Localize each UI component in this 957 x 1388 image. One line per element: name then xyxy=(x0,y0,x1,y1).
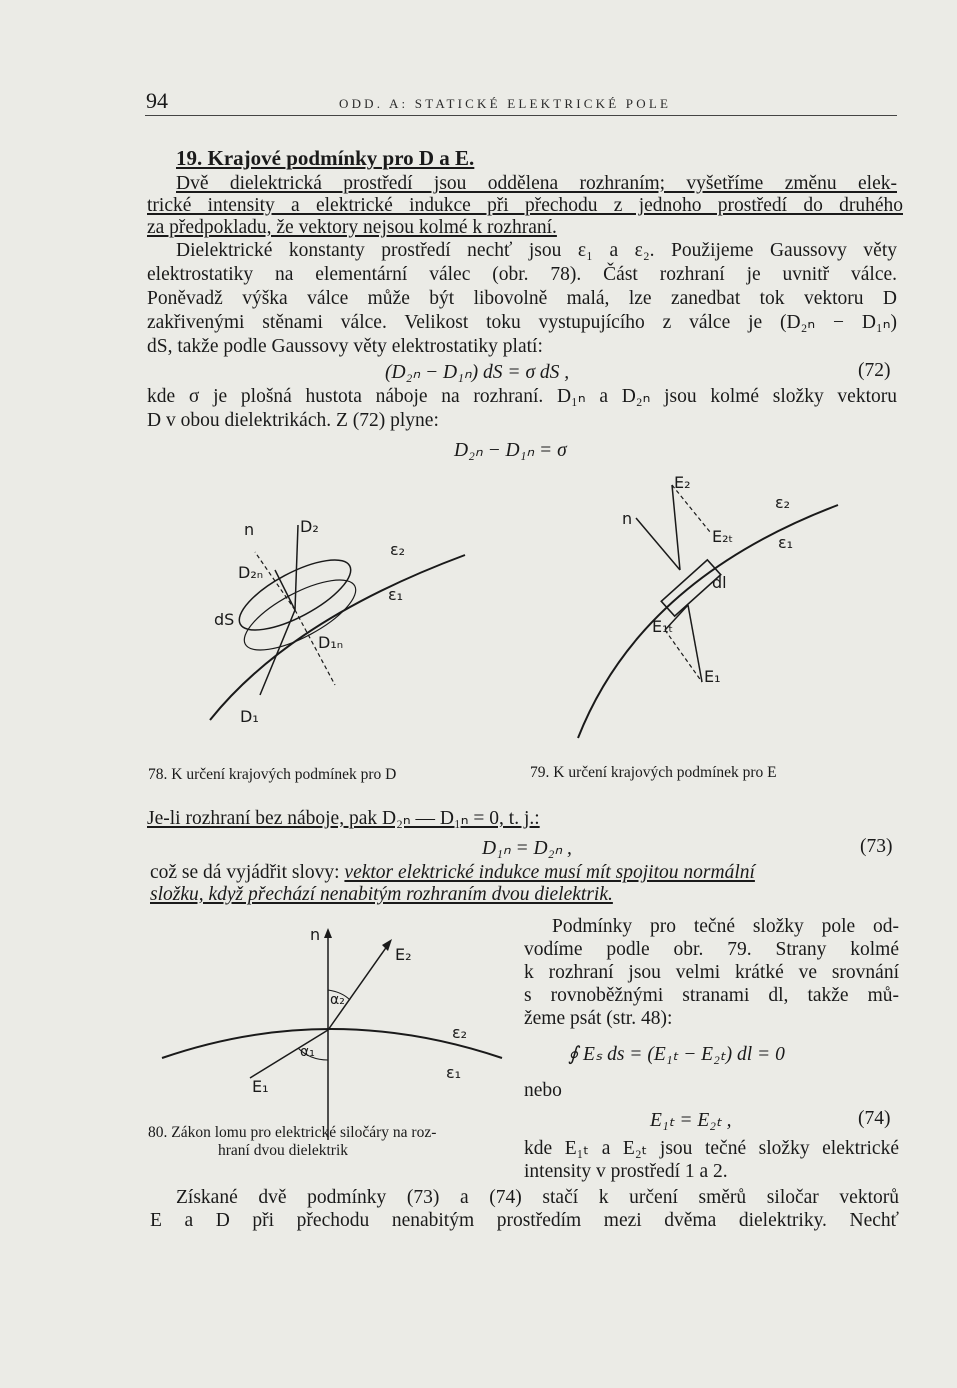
fig80-E2-arrowhead xyxy=(382,939,392,951)
paragraph5-plain: což se dá vyjádřit slovy: xyxy=(150,862,345,883)
paragraph3-line1: kde σ je plošná hustota náboje na rozhraní. D₁ₙ a D₂ₙ jsou kolmé složky vektoru xyxy=(147,386,897,407)
fig79-E2t-dashed xyxy=(672,485,710,532)
fig79-label-E1t: E₁ₜ xyxy=(652,617,674,636)
paragraph4: Je-li rozhraní bez náboje, pak D₂ₙ — D₁ₙ = 0, t. j.: xyxy=(147,808,540,829)
paragraph5-italic2: složku, když přechází nenabitým rozhraním dvou dielektrik. xyxy=(150,884,613,905)
right-col-after-line2: intensity v prostředí 1 a 2. xyxy=(524,1161,728,1182)
fig79-label-E2t: E₂ₜ xyxy=(712,527,734,546)
fig79-label-eps2: ε₂ xyxy=(775,493,791,512)
nebo-word: nebo xyxy=(524,1080,562,1101)
fig78-label-D2n: D₂ₙ xyxy=(238,563,264,582)
fig78-label-n: n xyxy=(244,520,255,539)
right-col-line5: žeme psát (str. 48): xyxy=(524,1008,673,1029)
fig79-label-E2: E₂ xyxy=(674,473,691,492)
right-col-after-line1: kde E₁ₜ a E₂ₜ jsou tečné složky elektrické xyxy=(524,1138,899,1159)
fig80-label-E1: E₁ xyxy=(252,1077,269,1096)
paragraph1-line3: za předpokladu, že vektory nejsou kolmé k rozhraní. xyxy=(147,217,557,238)
fig79-label-dl: dl xyxy=(712,573,727,592)
paragraph1-line1: Dvě dielektrická prostředí jsou oddělena rozhraním; vyšetříme změnu elek- xyxy=(176,173,897,194)
fig80-label-eps2: ε₂ xyxy=(452,1023,468,1042)
fig79-n-vector xyxy=(636,518,680,570)
figure79-caption: 79. K určení krajových podmínek pro E xyxy=(530,764,777,781)
fig80-label-alpha1: α₁ xyxy=(300,1044,315,1060)
fig79-E2-vector xyxy=(672,485,680,570)
equation-72-number: (72) xyxy=(858,360,891,381)
paragraph5-line2 xyxy=(150,884,613,906)
fig78-label-D1: D₁ xyxy=(240,707,259,726)
integral-equation: ∮ Eₛ ds = (E₁ₜ − E₂ₜ) dl = 0 xyxy=(568,1044,785,1065)
paragraph2-line5: dS, takže podle Gaussovy věty elektrostatiky platí: xyxy=(147,336,543,357)
fig79-E1-vector xyxy=(688,605,702,682)
right-col-line2: vodíme podle obr. 79. Strany kolmé xyxy=(524,939,899,960)
fig80-label-eps1: ε₁ xyxy=(446,1063,462,1082)
fig78-label-D1n: D₁ₙ xyxy=(318,633,344,652)
equation-72: (D₂ₙ − D₁ₙ) dS = σ dS , xyxy=(385,362,570,383)
paragraph2-line1: Dielektrické konstanty prostředí nechť jsou ε₁ a ε₂. Použijeme Gaussovy věty xyxy=(176,240,897,261)
fig80-normal-arrowhead xyxy=(324,928,332,938)
fig80-label-n: n xyxy=(310,925,321,944)
fig78-label-D2: D₂ xyxy=(300,517,319,536)
fig79-label-eps1: ε₁ xyxy=(778,533,794,552)
paragraph6-line2: E a D při přechodu nenabitým prostředím mezi dvěma dielektriky. Nechť xyxy=(150,1210,899,1231)
equation-74-number: (74) xyxy=(858,1108,891,1129)
equation-sigma: D₂ₙ − D₁ₙ = σ xyxy=(454,440,567,461)
fig79-interface-curve xyxy=(578,505,838,738)
fig80-label-alpha2: α₂ xyxy=(330,992,345,1008)
equation-73-number: (73) xyxy=(860,836,893,857)
fig80-label-E2: E₂ xyxy=(395,945,412,964)
paragraph2-line4: zakřivenými stěnami válce. Velikost toku vystupujícího z válce je (D₂ₙ − D₁ₙ) xyxy=(147,312,897,333)
right-col-line1: Podmínky pro tečné složky pole od- xyxy=(552,916,899,937)
fig80-E1-ray xyxy=(250,1030,328,1078)
fig80-E2-ray xyxy=(328,942,390,1030)
right-col-line3: k rozhraní jsou velmi krátké ve srovnání xyxy=(524,962,899,983)
header-rule xyxy=(145,115,897,116)
paragraph5-italic1: vektor elektrické indukce musí mít spojitou normální xyxy=(344,862,755,883)
figure-80 xyxy=(160,920,505,1120)
fig78-label-dS: dS xyxy=(214,610,235,629)
figure78-caption: 78. K určení krajových podmínek pro D xyxy=(148,766,397,783)
running-head: ODD. A: STATICKÉ ELEKTRICKÉ POLE xyxy=(339,96,672,111)
equation-74: E₁ₜ = E₂ₜ , xyxy=(650,1110,732,1131)
fig79-label-E1: E₁ xyxy=(704,667,721,686)
paragraph3-line2: D v obou dielektrikách. Z (72) plyne: xyxy=(147,410,439,431)
fig78-D1-vector xyxy=(260,610,295,695)
paragraph2-line2: elektrostatiky na elementární válec (obr. 78). Část rozhraní je uvnitř válce. xyxy=(147,264,897,285)
figure-79 xyxy=(570,470,845,750)
paragraph5-line1 xyxy=(150,862,900,884)
section-title: 19. Krajové podmínky pro D a E. xyxy=(176,146,475,170)
fig78-label-eps2: ε₂ xyxy=(390,540,406,559)
page-number: 94 xyxy=(146,88,168,113)
equation-73: D₁ₙ = D₂ₙ , xyxy=(482,838,572,859)
right-col-line4: s rovnoběžnými stranami dl, takže mů- xyxy=(524,985,899,1006)
fig79-E1-dashed xyxy=(665,630,702,682)
paragraph6-line1: Získané dvě podmínky (73) a (74) stačí k určení směrů siločar vektorů xyxy=(176,1187,899,1208)
fig79-label-n: n xyxy=(622,509,633,528)
fig78-label-eps1: ε₁ xyxy=(388,585,404,604)
figure-78 xyxy=(200,500,470,740)
paragraph1-line2: trické intensity a elektrické indukce při přechodu z jednoho prostředí do druhého xyxy=(147,195,903,216)
paragraph2-line3: Poněvadž výška válce může být libovolně malá, lze zanedbat tok vektoru D xyxy=(147,288,897,309)
fig80-interface-curve xyxy=(162,1029,502,1058)
figure80-caption-line2: hraní dvou dielektrik xyxy=(218,1142,348,1159)
fig78-D2-vector xyxy=(295,525,298,610)
figure80-caption-line1: 80. Zákon lomu pro elektrické siločáry na roz- xyxy=(148,1124,437,1141)
